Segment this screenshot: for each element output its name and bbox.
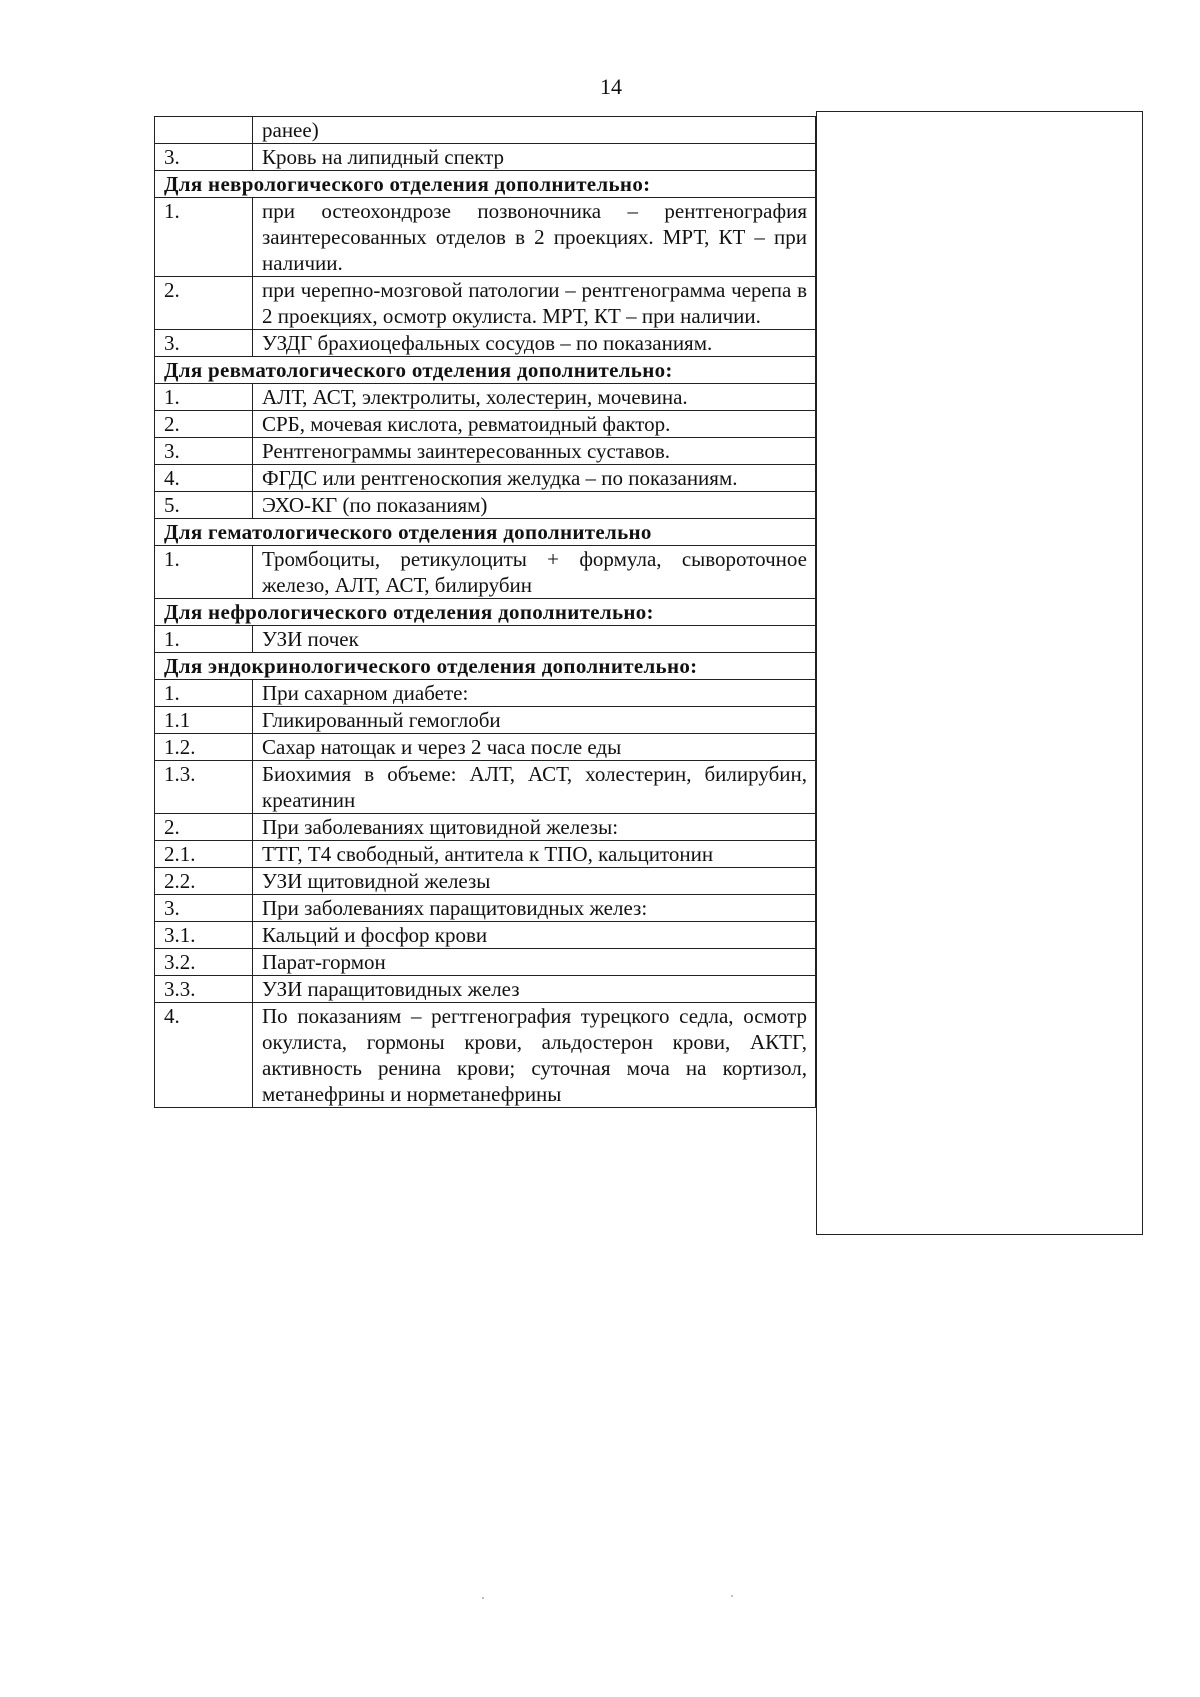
table-row bbox=[155, 841, 816, 868]
table-row bbox=[155, 707, 816, 734]
item-text: ЭХО-КГ (по показаниям) bbox=[253, 492, 816, 519]
item-number: 2.1. bbox=[155, 841, 253, 868]
item-text: При заболеваниях паращитовидных желез: bbox=[253, 895, 816, 922]
table-row bbox=[155, 492, 816, 519]
item-number: 4. bbox=[155, 465, 253, 492]
table-row bbox=[155, 680, 816, 707]
table-row bbox=[155, 465, 816, 492]
item-text: ранее) bbox=[253, 117, 816, 144]
item-number: 3. bbox=[155, 438, 253, 465]
item-text: Тромбоциты, ретикулоциты + формула, сывороточное железо, АЛТ, АСТ, билирубин bbox=[253, 546, 816, 599]
table-row bbox=[155, 761, 816, 814]
item-number: 1. bbox=[155, 546, 253, 599]
section-header: Для ревматологического отделения дополнительно: bbox=[155, 357, 816, 384]
table-row bbox=[155, 330, 816, 357]
table-row bbox=[155, 117, 816, 144]
section-header: Для гематологического отделения дополнительно bbox=[155, 519, 816, 546]
section-header-row bbox=[155, 653, 816, 680]
section-header: Для нефрологического отделения дополнительно: bbox=[155, 599, 816, 626]
item-number: 2. bbox=[155, 277, 253, 330]
item-number: 3.3. bbox=[155, 976, 253, 1003]
table-row bbox=[155, 546, 816, 599]
item-number: 3. bbox=[155, 895, 253, 922]
table-row bbox=[155, 734, 816, 761]
item-text: УЗДГ брахиоцефальных сосудов – по показаниям. bbox=[253, 330, 816, 357]
section-header: Для эндокринологического отделения дополнительно: bbox=[155, 653, 816, 680]
table-row bbox=[155, 277, 816, 330]
table-row bbox=[155, 626, 816, 653]
section-header-row bbox=[155, 357, 816, 384]
scan-speck bbox=[482, 1597, 484, 1599]
item-text: Биохимия в объеме: АЛТ, АСТ, холестерин, билирубин, креатинин bbox=[253, 761, 816, 814]
item-text: Парат-гормон bbox=[253, 949, 816, 976]
item-number bbox=[155, 117, 253, 144]
item-number: 3.2. bbox=[155, 949, 253, 976]
item-text: Кальций и фосфор крови bbox=[253, 922, 816, 949]
item-text: АЛТ, АСТ, электролиты, холестерин, мочевина. bbox=[253, 384, 816, 411]
table-row bbox=[155, 411, 816, 438]
item-number: 2. bbox=[155, 411, 253, 438]
item-text: УЗИ щитовидной железы bbox=[253, 868, 816, 895]
item-number: 3. bbox=[155, 144, 253, 171]
table-row bbox=[155, 438, 816, 465]
item-number: 1. bbox=[155, 384, 253, 411]
requirements-table bbox=[154, 116, 816, 1108]
table-row bbox=[155, 144, 816, 171]
section-header-row bbox=[155, 519, 816, 546]
item-text: По показаниям – регтгенография турецкого седла, осмотр окулиста, гормоны крови, альдостерон крови, АКТГ, активность ренина крови; суточная моча на кортизол, метанефрины и норметанефрины bbox=[253, 1003, 816, 1108]
requirements-table-body bbox=[155, 117, 816, 1108]
item-number: 1. bbox=[155, 680, 253, 707]
item-number: 1. bbox=[155, 198, 253, 277]
item-number: 2. bbox=[155, 814, 253, 841]
item-text: При сахарном диабете: bbox=[253, 680, 816, 707]
item-text: УЗИ паращитовидных желез bbox=[253, 976, 816, 1003]
item-number: 1.1 bbox=[155, 707, 253, 734]
notes-column-box bbox=[816, 111, 1143, 1235]
item-number: 2.2. bbox=[155, 868, 253, 895]
item-text: СРБ, мочевая кислота, ревматоидный фактор. bbox=[253, 411, 816, 438]
table-row bbox=[155, 1003, 816, 1108]
item-text: Кровь на липидный спектр bbox=[253, 144, 816, 171]
table-row bbox=[155, 976, 816, 1003]
item-number: 5. bbox=[155, 492, 253, 519]
table-row bbox=[155, 198, 816, 277]
item-number: 4. bbox=[155, 1003, 253, 1108]
item-number: 3. bbox=[155, 330, 253, 357]
section-header-row bbox=[155, 171, 816, 198]
item-number: 1. bbox=[155, 626, 253, 653]
table-row bbox=[155, 895, 816, 922]
item-text: Гликированный гемоглоби bbox=[253, 707, 816, 734]
table-row bbox=[155, 949, 816, 976]
table-row bbox=[155, 868, 816, 895]
section-header-row bbox=[155, 599, 816, 626]
page-number: 14 bbox=[600, 74, 622, 99]
table-row bbox=[155, 384, 816, 411]
table-row bbox=[155, 922, 816, 949]
item-text: Сахар натощак и через 2 часа после еды bbox=[253, 734, 816, 761]
item-number: 1.2. bbox=[155, 734, 253, 761]
scan-speck bbox=[731, 1595, 733, 1597]
item-number: 1.3. bbox=[155, 761, 253, 814]
section-header: Для неврологического отделения дополнительно: bbox=[155, 171, 816, 198]
table-row bbox=[155, 814, 816, 841]
item-number: 3.1. bbox=[155, 922, 253, 949]
item-text: УЗИ почек bbox=[253, 626, 816, 653]
item-text: ФГДС или рентгеноскопия желудка – по показаниям. bbox=[253, 465, 816, 492]
item-text: Рентгенограммы заинтересованных суставов. bbox=[253, 438, 816, 465]
item-text: при остеохондрозе позвоночника – рентгенография заинтересованных отделов в 2 проекциях. МРТ, КТ – при наличии. bbox=[253, 198, 816, 277]
item-text: при черепно-мозговой патологии – рентгенограмма черепа в 2 проекциях, осмотр окулиста. МРТ, КТ – при наличии. bbox=[253, 277, 816, 330]
item-text: При заболеваниях щитовидной железы: bbox=[253, 814, 816, 841]
item-text: ТТГ, Т4 свободный, антитела к ТПО, кальцитонин bbox=[253, 841, 816, 868]
